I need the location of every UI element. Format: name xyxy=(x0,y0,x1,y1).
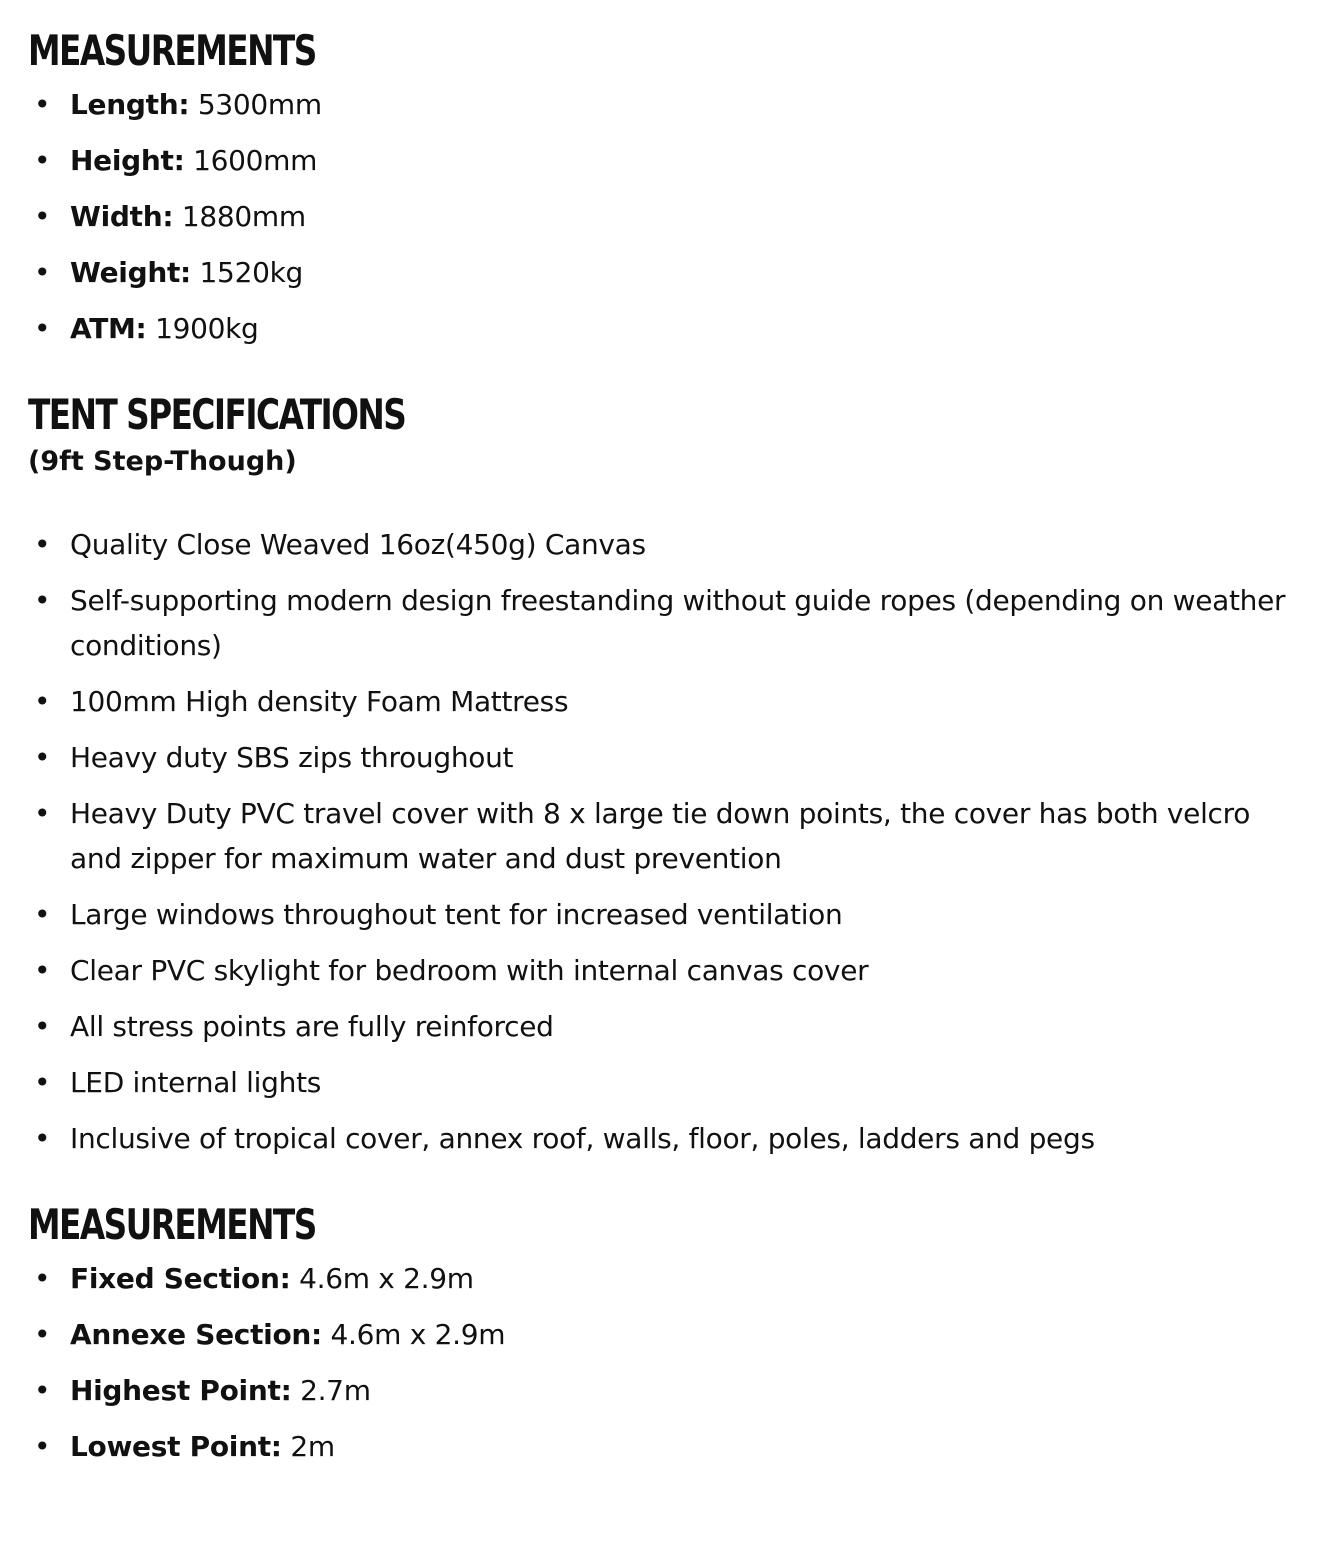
spec-value: 4.6m x 2.9m xyxy=(321,1318,506,1351)
list-item xyxy=(28,306,1300,351)
bullet-icon: • xyxy=(34,797,51,830)
spec-key: Lowest Point: xyxy=(70,1430,282,1463)
bullet-icon: • xyxy=(34,741,51,774)
spec-value: 5300mm xyxy=(189,88,322,121)
spec-key: Fixed Section: xyxy=(70,1262,291,1295)
spec-text: LED internal lights xyxy=(70,1066,322,1099)
list-item xyxy=(28,578,1300,668)
section-spacer xyxy=(28,362,1300,388)
spec-text: 100mm High density Foam Mattress xyxy=(70,685,569,718)
spec-text: Quality Close Weaved 16oz(450g) Canvas xyxy=(70,528,646,561)
list-item xyxy=(28,82,1300,127)
bullet-icon: • xyxy=(34,954,51,987)
spec-text: Large windows throughout tent for increased ventilation xyxy=(70,898,843,931)
spec-key: Height: xyxy=(70,144,185,177)
spec-value: 2.7m xyxy=(291,1374,371,1407)
bullet-icon: • xyxy=(34,584,51,617)
spec-key: Annexe Section: xyxy=(70,1318,322,1351)
list-item xyxy=(28,1060,1300,1105)
bullet-icon: • xyxy=(34,1430,51,1463)
spec-key: Highest Point: xyxy=(70,1374,292,1407)
list-item xyxy=(28,250,1300,295)
measurements-heading: MEASUREMENTS xyxy=(28,26,316,75)
spec-value: 4.6m x 2.9m xyxy=(290,1262,474,1295)
list-item xyxy=(28,735,1300,780)
spec-text: Heavy duty SBS zips throughout xyxy=(70,741,514,774)
spec-text: Heavy Duty PVC travel cover with 8 x large tie down points, the cover has both velcro and zipper for maximum water and dust prevention xyxy=(70,797,1251,875)
bullet-icon: • xyxy=(34,1066,51,1099)
tent-specifications-heading: TENT SPECIFICATIONS xyxy=(28,390,406,439)
list-item xyxy=(28,679,1300,724)
bullet-icon: • xyxy=(34,1374,51,1407)
list-item xyxy=(28,1256,1300,1301)
spec-key: ATM: xyxy=(70,312,147,345)
tent-specifications-list xyxy=(28,522,1300,1161)
list-item xyxy=(28,892,1300,937)
bullet-icon: • xyxy=(34,1318,51,1351)
list-item xyxy=(28,1312,1300,1357)
list-item xyxy=(28,194,1300,239)
vehicle-measurements-list xyxy=(28,82,1300,351)
list-item xyxy=(28,1116,1300,1161)
spec-text: Inclusive of tropical cover, annex roof, walls, floor, poles, ladders and pegs xyxy=(70,1122,1095,1155)
bullet-icon: • xyxy=(34,312,51,345)
bullet-icon: • xyxy=(34,528,51,561)
spec-key: Length: xyxy=(70,88,190,121)
list-item xyxy=(28,1424,1300,1469)
list-item xyxy=(28,948,1300,993)
spec-value: 1520kg xyxy=(190,256,303,289)
section-spacer xyxy=(28,1172,1300,1198)
list-item xyxy=(28,138,1300,183)
list-item xyxy=(28,1004,1300,1049)
spec-text: Self-supporting modern design freestanding without guide ropes (depending on weather conditions) xyxy=(70,584,1286,662)
spec-value: 2m xyxy=(281,1430,335,1463)
bullet-icon: • xyxy=(34,898,51,931)
spec-value: 1600mm xyxy=(184,144,318,177)
list-item xyxy=(28,1368,1300,1413)
spec-key: Width: xyxy=(70,200,174,233)
spec-value: 1880mm xyxy=(173,200,306,233)
bullet-icon: • xyxy=(34,88,51,121)
bullet-icon: • xyxy=(34,200,51,233)
list-item xyxy=(28,522,1300,567)
spec-text: Clear PVC skylight for bedroom with internal canvas cover xyxy=(70,954,869,987)
bullet-icon: • xyxy=(34,685,51,718)
spec-key: Weight: xyxy=(70,256,191,289)
spec-value: 1900kg xyxy=(146,312,259,345)
tent-measurements-heading: MEASUREMENTS xyxy=(28,1200,316,1249)
list-item xyxy=(28,791,1300,881)
bullet-icon: • xyxy=(34,256,51,289)
spec-text: All stress points are fully reinforced xyxy=(70,1010,554,1043)
bullet-icon: • xyxy=(34,1262,51,1295)
tent-measurements-list xyxy=(28,1256,1300,1469)
bullet-icon: • xyxy=(34,1122,51,1155)
bullet-icon: • xyxy=(34,144,51,177)
bullet-icon: • xyxy=(34,1010,51,1043)
tent-subtitle: (9ft Step-Though) xyxy=(28,446,297,477)
